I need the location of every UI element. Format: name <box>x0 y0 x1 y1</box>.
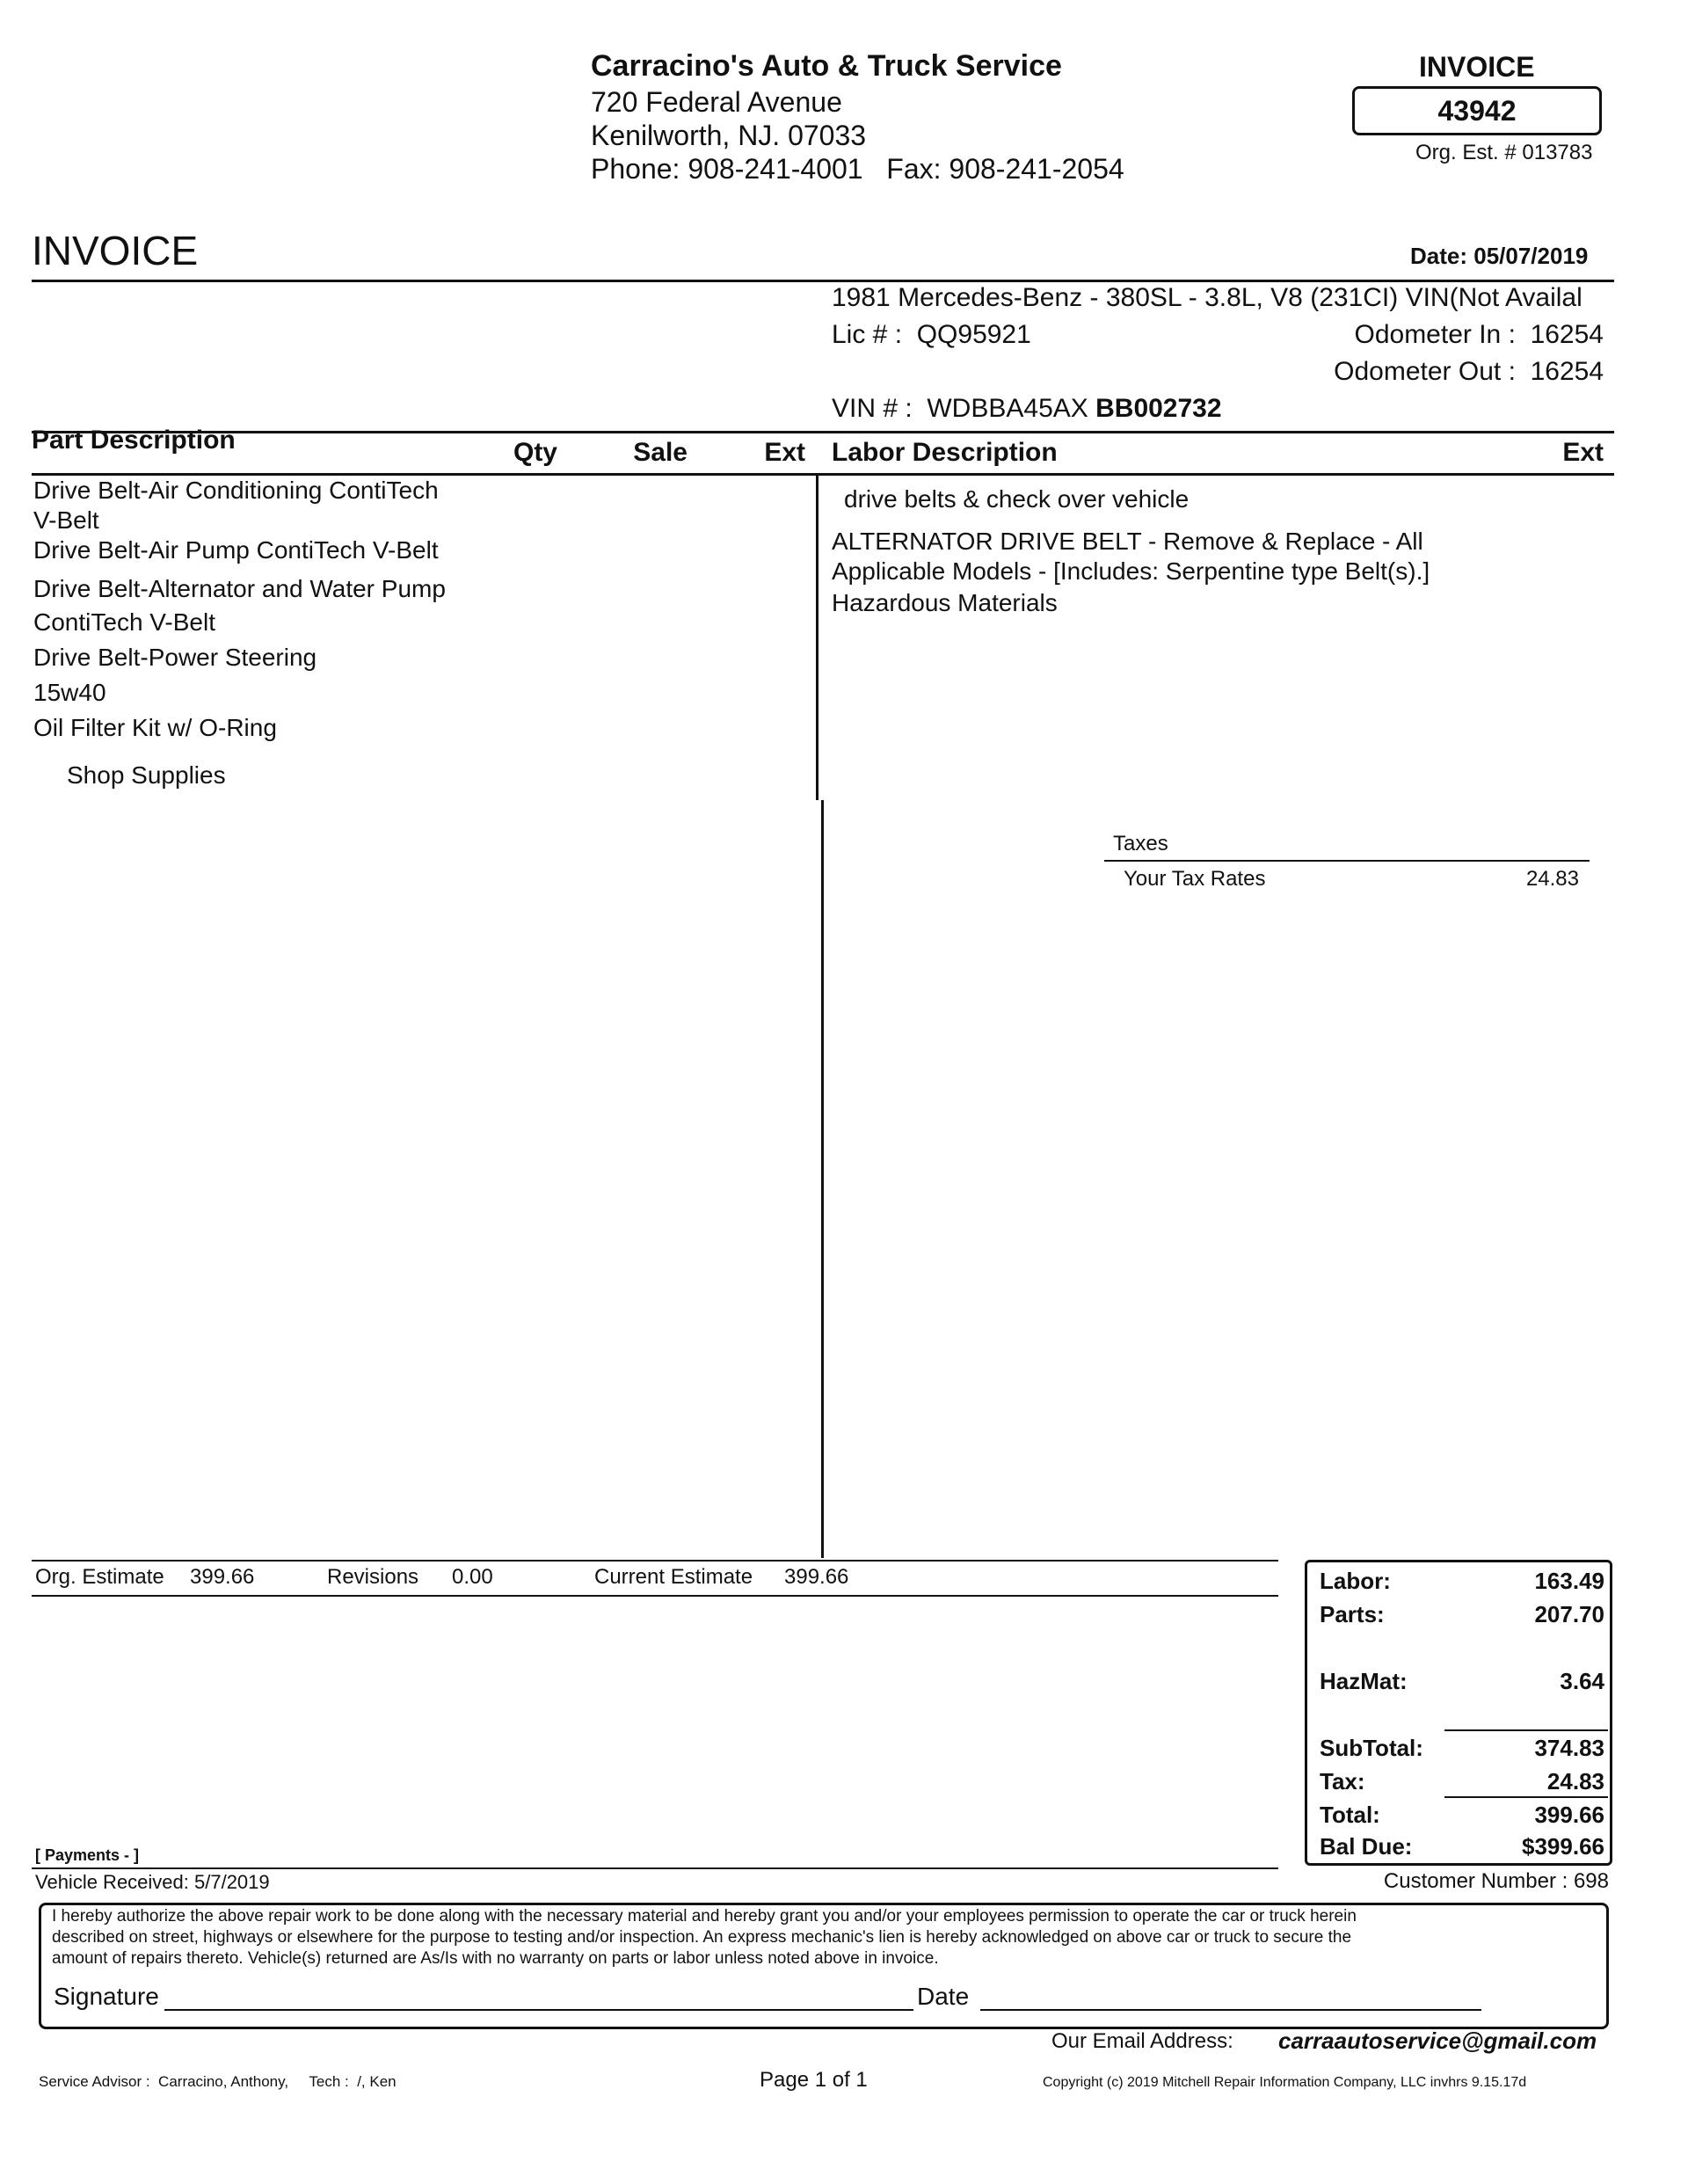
authorization-line2: described on street, highways or elsewhere for the purpose to testing and/or inspection. An express mechanic's lien is hereby acknowledged on above car or truck to secure the <box>52 1928 1352 1947</box>
totals-bal-due-value: $399.66 <box>1522 1833 1604 1860</box>
copyright: Copyright (c) 2019 Mitchell Repair Information Company, LLC invhrs 9.15.17d <box>1043 2075 1527 2090</box>
odometer-in: Odometer In : 16254 <box>1354 320 1604 349</box>
part-row-6-desc1: Oil Filter Kit w/ O-Ring <box>33 714 277 741</box>
invoice-number: 43942 <box>1437 95 1517 127</box>
labor-header-description: Labor Description <box>832 438 1058 467</box>
page-title: INVOICE <box>32 228 199 273</box>
payments-label: [ Payments - ] <box>35 1846 140 1864</box>
parts-labor-divider-upper <box>816 475 819 800</box>
parts-header-ext: Ext <box>764 438 805 467</box>
org-estimate-label: Org. Estimate <box>35 1565 164 1589</box>
shop-supplies-label: Shop Supplies <box>67 761 226 789</box>
part-row-1-desc2: V-Belt <box>33 506 99 534</box>
current-estimate-value: 399.66 <box>784 1565 849 1589</box>
estimate-bottomline <box>32 1595 1278 1597</box>
estimate-topline <box>32 1560 1278 1562</box>
customer-number: Customer Number : 698 <box>1383 1869 1609 1893</box>
part-row-4-desc1: Drive Belt-Power Steering <box>33 644 317 671</box>
parts-header-qty: Qty <box>513 438 557 467</box>
shop-name: Carracino's Auto & Truck Service <box>591 49 1062 83</box>
signature-line[interactable] <box>164 2009 913 2011</box>
parts-header-description: Part Description <box>32 426 236 455</box>
revisions-value: 0.00 <box>452 1565 493 1589</box>
totals-labor-label: Labor: <box>1320 1568 1391 1594</box>
vin-label: VIN # : WDBBA45AX <box>832 394 1096 423</box>
totals-total-value: 399.66 <box>1534 1802 1604 1828</box>
labor-row-1-line1: drive belts & check over vehicle <box>844 485 1190 513</box>
authorization-line3: amount of repairs thereto. Vehicle(s) returned are As/Is with no warranty on parts or labor unless noted above in invoice. <box>52 1949 939 1968</box>
part-row-3-desc1: Drive Belt-Alternator and Water Pump <box>33 575 446 602</box>
parts-labor-divider-lower <box>821 800 824 1558</box>
email-address[interactable]: carraautoservice@gmail.com <box>1278 2027 1597 2054</box>
totals-tax-label: Tax: <box>1320 1768 1365 1795</box>
org-estimate-value: 399.66 <box>190 1565 255 1589</box>
authorization-line1: I hereby authorize the above repair work to be done along with the necessary material and hereby grant you and/or your employees permission to operate the car or truck herein <box>52 1907 1357 1926</box>
part-row-1-desc1: Drive Belt-Air Conditioning ContiTech <box>33 477 439 504</box>
invoice-label-top: INVOICE <box>1419 51 1535 83</box>
taxes-underline <box>1104 860 1590 862</box>
shop-address-line1: 720 Federal Avenue <box>591 86 842 118</box>
vehicle-description: 1981 Mercedes-Benz - 380SL - 3.8L, V8 (231CI) VIN(Not Availal <box>832 283 1582 312</box>
labor-row-2-line1: ALTERNATOR DRIVE BELT - Remove & Replace - All <box>832 528 1423 555</box>
totals-hazmat-label: HazMat: <box>1320 1668 1408 1694</box>
invoice-number-box <box>1352 86 1602 135</box>
labor-row-2-line2: Applicable Models - [Includes: Serpentine type Belt(s).] <box>832 557 1430 585</box>
labor-header-ext: Ext <box>1562 438 1604 467</box>
parts-header-topline <box>32 431 1614 433</box>
org-est-number: Org. Est. # 013783 <box>1415 141 1593 164</box>
service-advisor: Service Advisor : Carracino, Anthony, Tech : /, Ken <box>39 2073 397 2090</box>
totals-box <box>1305 1560 1612 1866</box>
totals-tax-value: 24.83 <box>1546 1768 1604 1795</box>
tax-rates-value: 24.83 <box>1525 867 1579 891</box>
invoice-date: Date: 05/07/2019 <box>1410 243 1589 269</box>
totals-labor-value: 163.49 <box>1534 1568 1604 1594</box>
part-row-2-desc1: Drive Belt-Air Pump ContiTech V-Belt <box>33 536 439 564</box>
parts-header-sale: Sale <box>633 438 688 467</box>
shop-address-line2: Kenilworth, NJ. 07033 <box>591 120 867 151</box>
subtotal-rule <box>1444 1729 1608 1731</box>
totals-bal-due-label: Bal Due: <box>1320 1833 1413 1860</box>
total-rule <box>1444 1796 1608 1798</box>
revisions-label: Revisions <box>327 1565 419 1589</box>
parts-header-bottomline <box>32 473 1614 476</box>
vin-bold: BB002732 <box>1095 394 1222 423</box>
shop-phone-fax: Phone: 908-241-4001 Fax: 908-241-2054 <box>591 153 1124 185</box>
part-row-3-desc2: ContiTech V-Belt <box>33 608 215 636</box>
totals-subtotal-label: SubTotal: <box>1320 1735 1423 1761</box>
totals-subtotal-value: 374.83 <box>1534 1735 1604 1761</box>
part-row-5-desc1: 15w40 <box>33 679 106 706</box>
totals-hazmat-value: 3.64 <box>1560 1668 1604 1694</box>
authorization-box <box>39 1903 1609 2029</box>
totals-total-label: Total: <box>1320 1802 1380 1828</box>
signature-label: Signature <box>54 1983 159 2010</box>
tax-rates-label: Your Tax Rates <box>1124 867 1266 891</box>
date-label: Date <box>917 1983 970 2010</box>
payments-rule <box>32 1867 1278 1869</box>
vehicle-received: Vehicle Received: 5/7/2019 <box>35 1871 270 1893</box>
email-label: Our Email Address: <box>1051 2029 1233 2053</box>
license-number: Lic # : QQ95921 <box>832 320 1031 349</box>
current-estimate-label: Current Estimate <box>594 1565 753 1589</box>
labor-row-3-line1: Hazardous Materials <box>832 589 1058 616</box>
taxes-title: Taxes <box>1113 832 1168 855</box>
header-divider <box>32 280 1614 282</box>
odometer-out: Odometer Out : 16254 <box>1334 357 1604 386</box>
totals-parts-label: Parts: <box>1320 1601 1385 1627</box>
totals-parts-value: 207.70 <box>1534 1601 1604 1627</box>
date-line[interactable] <box>980 2009 1481 2011</box>
page-number: Page 1 of 1 <box>760 2068 868 2092</box>
vin-number <box>832 394 1222 424</box>
